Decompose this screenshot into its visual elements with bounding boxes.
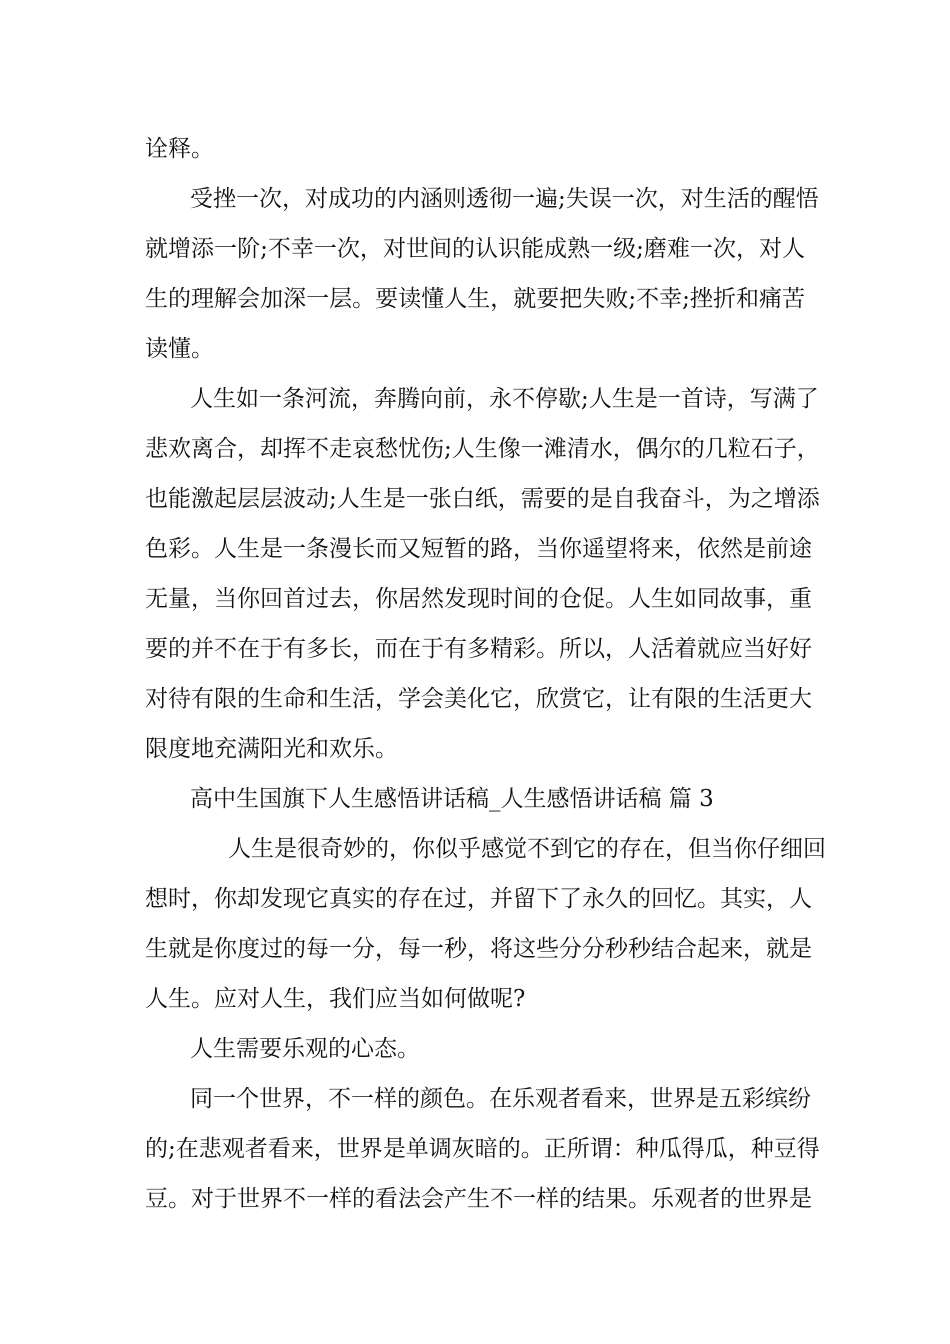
text-line: 人生是很奇妙的，你似乎感觉不到它的存在，但当你仔细回: [228, 836, 826, 862]
text-line: 人生需要乐观的心态。: [190, 1036, 420, 1062]
text-line: 豆。对于世界不一样的看法会产生不一样的结果。乐观者的世界是: [145, 1186, 812, 1212]
text-line: 受挫一次，对成功的内涵则透彻一遍;失误一次，对生活的醒悟: [190, 186, 819, 212]
text-line: 读懂。: [145, 336, 214, 362]
text-line: 的;在悲观者看来，世界是单调灰暗的。正所谓：种瓜得瓜，种豆得: [145, 1136, 820, 1162]
text-line: 人生如一条河流，奔腾向前，永不停歇;人生是一首诗，写满了: [190, 386, 819, 412]
text-line: 对待有限的生命和生活，学会美化它，欣赏它，让有限的生活更大: [145, 686, 812, 712]
text-line: 人生。应对人生，我们应当如何做呢?: [145, 986, 526, 1012]
text-line: 也能激起层层波动;人生是一张白纸，需要的是自我奋斗，为之增添: [145, 486, 820, 512]
section-heading: 高中生国旗下人生感悟讲话稿_人生感悟讲话稿 篇 3: [190, 786, 714, 812]
text-line: 同一个世界，不一样的颜色。在乐观者看来，世界是五彩缤纷: [190, 1086, 811, 1112]
text-line: 想时，你却发现它真实的存在过，并留下了永久的回忆。其实，人: [145, 886, 812, 912]
text-line: 生就是你度过的每一分，每一秒，将这些分分秒秒结合起来，就是: [145, 936, 812, 962]
text-line: 要的并不在于有多长，而在于有多精彩。所以，人活着就应当好好: [145, 636, 812, 662]
text-line: 悲欢离合，却挥不走哀愁忧伤;人生像一滩清水，偶尔的几粒石子，: [145, 436, 820, 462]
text-line: 诠释。: [145, 136, 214, 162]
text-line: 生的理解会加深一层。要读懂人生，就要把失败;不幸;挫折和痛苦: [145, 286, 805, 312]
text-line: 无量，当你回首过去，你居然发现时间的仓促。人生如同故事，重: [145, 586, 812, 612]
text-line: 就增添一阶;不幸一次，对世间的认识能成熟一级;磨难一次，对人: [145, 236, 805, 262]
text-line: 色彩。人生是一条漫长而又短暂的路，当你遥望将来，依然是前途: [145, 536, 812, 562]
text-line: 限度地充满阳光和欢乐。: [145, 736, 398, 762]
